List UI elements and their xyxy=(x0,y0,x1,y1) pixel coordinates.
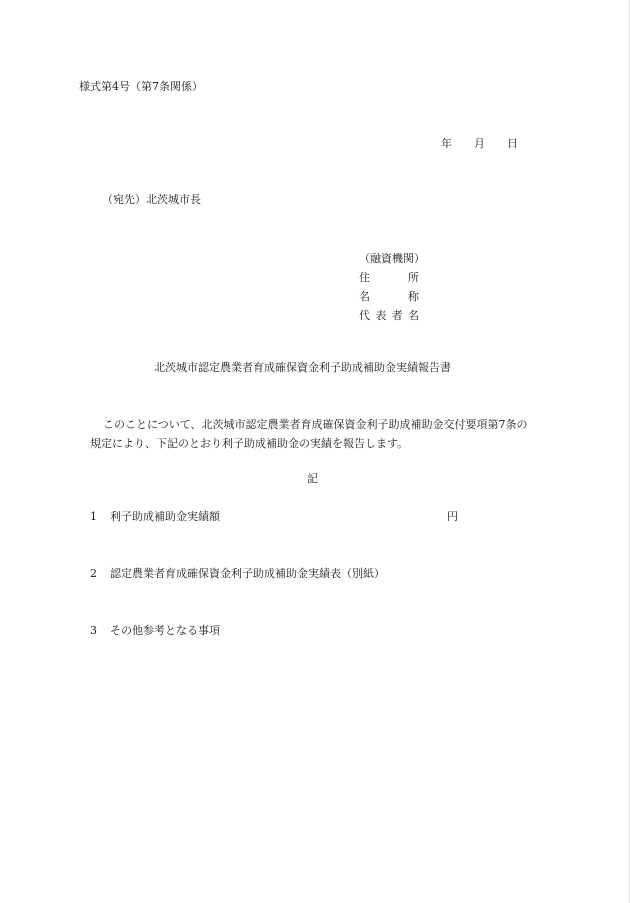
date-line xyxy=(441,137,518,151)
item-2-number: 2 xyxy=(90,567,97,580)
lender-heading: （融資機関） xyxy=(359,252,425,265)
item-3-number: 3 xyxy=(90,624,97,637)
lender-address-row xyxy=(359,268,425,287)
date-year: 年 xyxy=(441,137,452,150)
lender-block xyxy=(359,249,425,325)
body-line-2: 規定により、下記のとおり利子助成補助金の実績を報告します。 xyxy=(90,437,409,450)
body-line-1: このことについて、北茨城市認定農業者育成確保資金利子助成補助金交付要項第7条の xyxy=(103,418,528,431)
addressee: （宛先）北茨城市長 xyxy=(102,193,201,206)
date-day: 日 xyxy=(507,137,518,150)
item-3-label: その他参考となる事項 xyxy=(110,624,220,637)
lender-representative-label: 代表者名 xyxy=(359,309,419,322)
lender-representative-row xyxy=(359,306,425,325)
lender-address-label: 住 所 xyxy=(359,271,419,284)
form-number: 様式第4号（第7条関係） xyxy=(79,80,203,93)
document-title: 北茨城市認定農業者育成確保資金利子助成補助金実績報告書 xyxy=(154,361,451,374)
item-2-label: 認定農業者育成確保資金利子助成補助金実績表（別紙） xyxy=(110,567,385,580)
date-month: 月 xyxy=(474,137,485,150)
item-2 xyxy=(90,567,385,581)
item-1-number: 1 xyxy=(90,510,97,523)
item-1-label: 利子助成補助金実績額 xyxy=(110,510,220,523)
item-1 xyxy=(90,510,220,524)
lender-name-label: 名 称 xyxy=(359,290,419,303)
lender-name-row xyxy=(359,287,425,306)
ki-heading: 記 xyxy=(307,472,318,485)
item-1-unit: 円 xyxy=(447,510,458,523)
item-3 xyxy=(90,624,220,638)
body-text xyxy=(90,415,560,453)
